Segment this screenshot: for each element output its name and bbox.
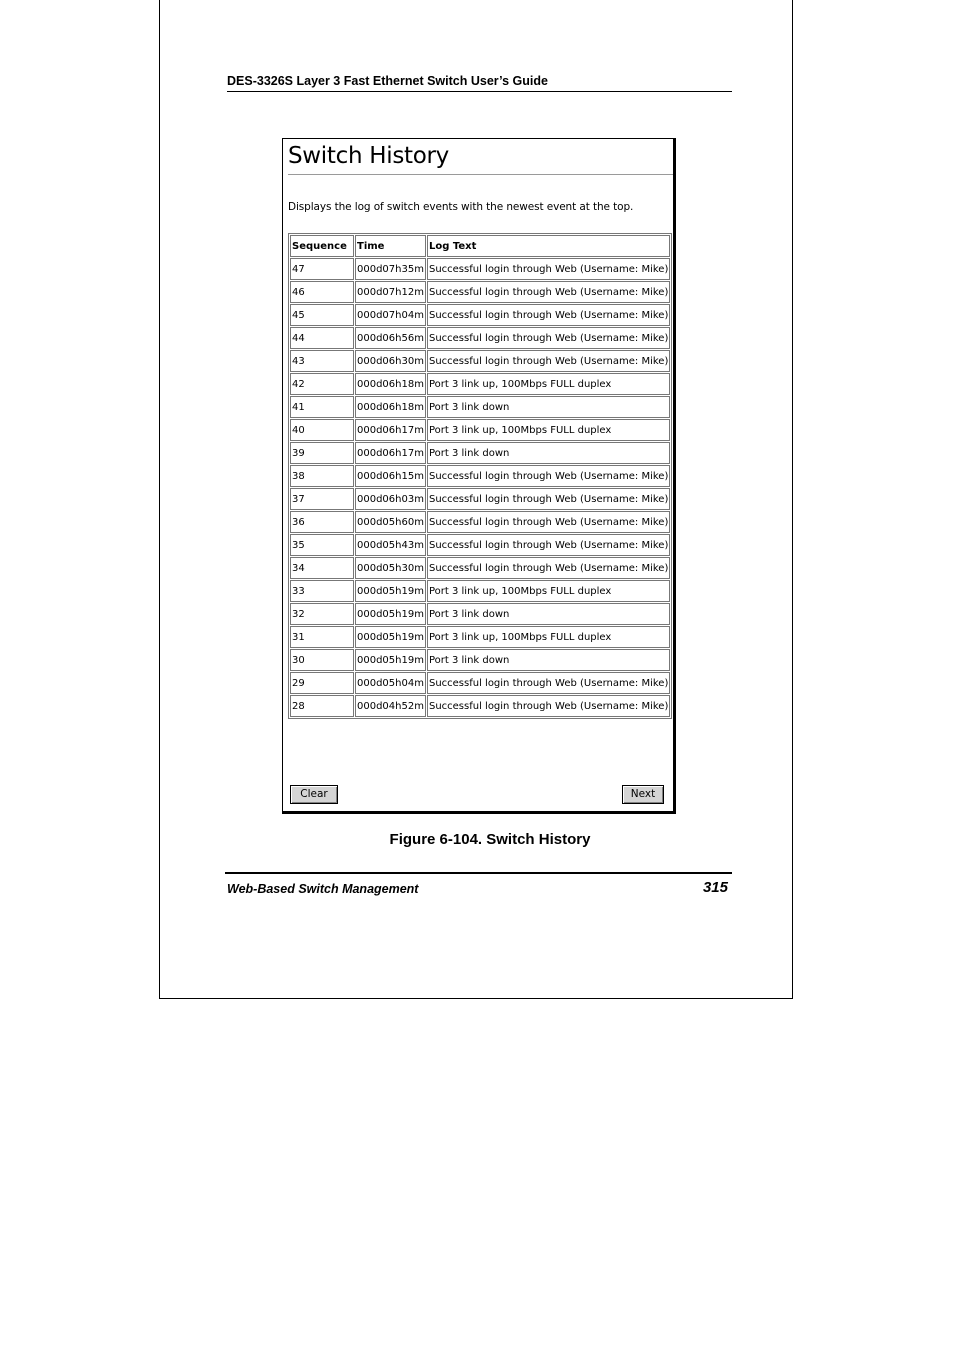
- running-header: DES-3326S Layer 3 Fast Ethernet Switch User’s Guide: [227, 74, 732, 92]
- cell-log-text: Successful login through Web (Username: Mike): [427, 465, 670, 487]
- table-row: [290, 488, 670, 510]
- cell-time: 000d06h17m: [355, 419, 426, 441]
- cell-time: 000d06h03m: [355, 488, 426, 510]
- cell-time: 000d06h18m: [355, 396, 426, 418]
- cell-time: 000d05h30m: [355, 557, 426, 579]
- cell-time: 000d05h19m: [355, 580, 426, 602]
- cell-time: 000d05h60m: [355, 511, 426, 533]
- cell-sequence: 38: [290, 465, 354, 487]
- title-divider: [288, 174, 673, 175]
- cell-sequence: 41: [290, 396, 354, 418]
- cell-time: 000d07h35m: [355, 258, 426, 280]
- cell-time: 000d05h19m: [355, 603, 426, 625]
- cell-time: 000d05h19m: [355, 626, 426, 648]
- table-row: [290, 603, 670, 625]
- table-row: [290, 511, 670, 533]
- column-header-log-text: Log Text: [427, 235, 670, 257]
- cell-sequence: 34: [290, 557, 354, 579]
- table-row: [290, 396, 670, 418]
- cell-log-text: Successful login through Web (Username: Mike): [427, 258, 670, 280]
- table-row: [290, 419, 670, 441]
- table-row: [290, 580, 670, 602]
- table-row: [290, 281, 670, 303]
- cell-sequence: 47: [290, 258, 354, 280]
- column-header-sequence: Sequence: [290, 235, 354, 257]
- cell-log-text: Port 3 link down: [427, 442, 670, 464]
- cell-log-text: Successful login through Web (Username: Mike): [427, 511, 670, 533]
- figure-caption: Figure 6-104. Switch History: [389, 831, 591, 848]
- cell-log-text: Port 3 link up, 100Mbps FULL duplex: [427, 373, 670, 395]
- cell-sequence: 39: [290, 442, 354, 464]
- cell-time: 000d05h43m: [355, 534, 426, 556]
- table-row: [290, 465, 670, 487]
- table-row: [290, 442, 670, 464]
- screen-title: Switch History: [288, 143, 449, 169]
- cell-log-text: Successful login through Web (Username: Mike): [427, 304, 670, 326]
- cell-log-text: Successful login through Web (Username: Mike): [427, 327, 670, 349]
- cell-log-text: Successful login through Web (Username: Mike): [427, 488, 670, 510]
- footer-rule: [225, 872, 732, 874]
- screen-description: Displays the log of switch events with the newest event at the top.: [288, 201, 634, 213]
- cell-time: 000d05h19m: [355, 649, 426, 671]
- cell-log-text: Port 3 link up, 100Mbps FULL duplex: [427, 419, 670, 441]
- table-row: [290, 626, 670, 648]
- table-row: [290, 304, 670, 326]
- table-row: [290, 350, 670, 372]
- table-row: [290, 327, 670, 349]
- cell-sequence: 36: [290, 511, 354, 533]
- table-row: [290, 649, 670, 671]
- cell-log-text: Port 3 link down: [427, 603, 670, 625]
- cell-time: 000d04h52m: [355, 695, 426, 717]
- page-number: 315: [702, 879, 728, 896]
- table-row: [290, 557, 670, 579]
- cell-sequence: 46: [290, 281, 354, 303]
- history-table: [288, 233, 672, 719]
- cell-time: 000d06h30m: [355, 350, 426, 372]
- cell-sequence: 31: [290, 626, 354, 648]
- table-row: [290, 672, 670, 694]
- switch-history-screenshot: [282, 138, 676, 814]
- cell-sequence: 44: [290, 327, 354, 349]
- cell-sequence: 32: [290, 603, 354, 625]
- cell-sequence: 37: [290, 488, 354, 510]
- cell-log-text: Port 3 link down: [427, 649, 670, 671]
- cell-log-text: Successful login through Web (Username: Mike): [427, 557, 670, 579]
- history-table-body: [290, 258, 670, 717]
- cell-log-text: Successful login through Web (Username: Mike): [427, 534, 670, 556]
- cell-sequence: 45: [290, 304, 354, 326]
- table-row: [290, 695, 670, 717]
- cell-time: 000d06h56m: [355, 327, 426, 349]
- table-row: [290, 373, 670, 395]
- cell-log-text: Port 3 link up, 100Mbps FULL duplex: [427, 626, 670, 648]
- cell-log-text: Port 3 link down: [427, 396, 670, 418]
- cell-log-text: Successful login through Web (Username: Mike): [427, 695, 670, 717]
- cell-time: 000d07h04m: [355, 304, 426, 326]
- cell-time: 000d06h17m: [355, 442, 426, 464]
- next-button[interactable]: Next: [622, 785, 664, 804]
- cell-time: 000d06h18m: [355, 373, 426, 395]
- footer-section-title: Web-Based Switch Management: [227, 882, 419, 896]
- cell-log-text: Successful login through Web (Username: Mike): [427, 281, 670, 303]
- table-row: [290, 534, 670, 556]
- cell-sequence: 28: [290, 695, 354, 717]
- cell-time: 000d06h15m: [355, 465, 426, 487]
- cell-sequence: 35: [290, 534, 354, 556]
- cell-log-text: Port 3 link up, 100Mbps FULL duplex: [427, 580, 670, 602]
- cell-sequence: 30: [290, 649, 354, 671]
- table-row: [290, 258, 670, 280]
- cell-log-text: Successful login through Web (Username: Mike): [427, 350, 670, 372]
- cell-sequence: 40: [290, 419, 354, 441]
- clear-button[interactable]: Clear: [290, 785, 338, 804]
- table-header-row: [290, 235, 670, 257]
- column-header-time: Time: [355, 235, 426, 257]
- cell-sequence: 43: [290, 350, 354, 372]
- cell-time: 000d05h04m: [355, 672, 426, 694]
- cell-log-text: Successful login through Web (Username: Mike): [427, 672, 670, 694]
- cell-sequence: 33: [290, 580, 354, 602]
- cell-sequence: 29: [290, 672, 354, 694]
- cell-time: 000d07h12m: [355, 281, 426, 303]
- cell-sequence: 42: [290, 373, 354, 395]
